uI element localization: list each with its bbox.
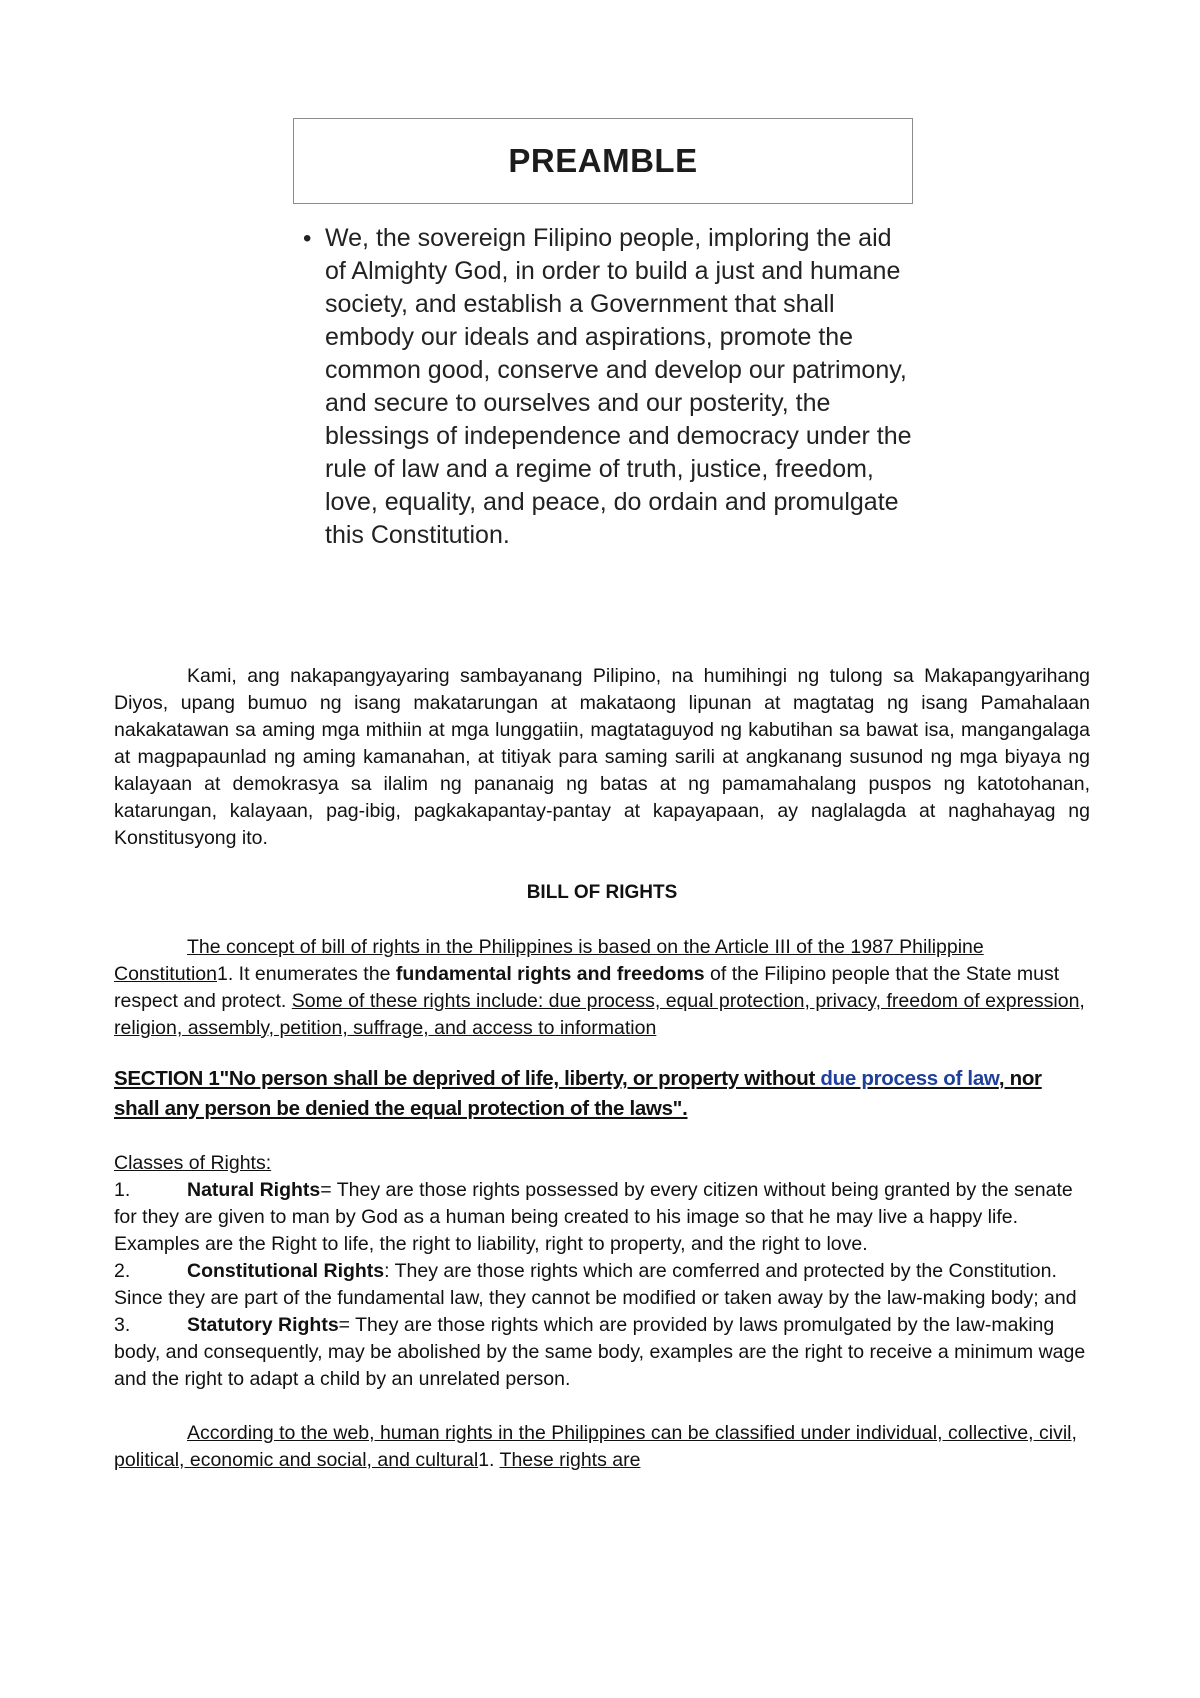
class-item-term: Constitutional Rights <box>187 1260 385 1282</box>
closing-underlined: According to the web, human rights in the Philippines can be classified under individual, collective, civil, political, economic and social, and cultural <box>114 1422 1077 1471</box>
section-1-text-end: , nor shall any person be denied the equal protection of the laws". <box>114 1067 1042 1120</box>
class-item <box>114 1258 1090 1312</box>
bill-of-rights-intro <box>114 934 1090 1042</box>
filipino-paragraph: Kami, ang nakapangyayaring sambayanang Pilipino, na humihingi ng tulong sa Makapangyarihang Diyos, upang bumuo ng isang makatarungan at makataong lipunan at magtatag ng isang Pamahalaan nakakatawan sa aming mga mithiin at mga lunggatiin, magtataguyod ng kabutihan sa bawat isa, mangangalaga at magpapaunlad ng aming kamanahan, at titiyak para saming sarili at angkanang susunod ng mga biyaya ng kalayaan at demokrasya sa ilalim ng pananaig ng batas at ng pamamahalang puspos ng katotohanan, katarungan, kalayaan, pag-ibig, pagkakapantay-pantay at kapayapaan, ay naglalagda at naghahayag ng Konstitusyong ito. <box>114 665 1090 849</box>
preamble-title-box <box>293 118 913 204</box>
class-item-text: = They are those rights which are provided by laws promulgated by the law-making body, and consequently, may be abolished by the same body, examples are the right to receive a minimum wage and the right to adapt a child by an unrelated person. <box>114 1314 1086 1390</box>
class-item <box>114 1312 1090 1393</box>
intro-underlined: The concept of bill of rights in the Philippines is based on the Article III of the 1987 Philippine Constitution <box>114 936 984 985</box>
classes-heading: Classes of Rights: <box>114 1152 272 1174</box>
closing-text: These rights are <box>499 1449 641 1471</box>
preamble-title: PREAMBLE <box>508 142 698 179</box>
intro-bold: fundamental rights and freedoms <box>395 963 705 985</box>
class-item-number: 2. <box>114 1260 131 1282</box>
preamble-bullet <box>303 222 923 552</box>
due-process-link[interactable]: due process of law <box>820 1067 999 1090</box>
class-item-text: : They are those rights which are comferred and protected by the Constitution. Since they are part of the fundamental law, they cannot be modified or taken away by the law-making body; and <box>114 1260 1077 1309</box>
closing-footnote: 1. <box>478 1449 500 1471</box>
intro-footnote: 1. It enumerates the <box>216 963 396 985</box>
intro-rights-list: Some of these rights include: due process, equal protection, privacy, freedom of expression, religion, assembly, petition, suffrage, and access to information <box>114 990 1085 1039</box>
bill-of-rights-heading: BILL OF RIGHTS <box>526 882 678 903</box>
class-item-text: = They are those rights possessed by every citizen without being granted by the senate for they are given to man by God as a human being created to his image so that he may live a happy life. Examples are the Right to life, the right to liability, right to property, and the right to love. <box>114 1179 1073 1255</box>
document-body <box>114 663 1090 1474</box>
section-1-text: SECTION 1"No person shall be deprived of life, liberty, or property without <box>114 1067 821 1090</box>
section-1 <box>114 1064 1090 1124</box>
closing-paragraph <box>114 1420 1090 1474</box>
class-item-number: 3. <box>114 1314 131 1336</box>
bullet-icon: • <box>303 225 312 252</box>
class-item-term: Natural Rights <box>187 1179 321 1201</box>
class-item-number: 1. <box>114 1179 131 1201</box>
class-item <box>114 1177 1090 1258</box>
preamble-text: We, the sovereign Filipino people, imploring the aid of Almighty God, in order to build a just and humane society, and establish a Government that shall embody our ideals and aspirations, promote the common good, conserve and develop our patrimony, and secure to ourselves and our posterity, the blessings of independence and democracy under the rule of law and a regime of truth, justice, freedom, love, equality, and peace, do ordain and promulgate this Constitution. <box>325 224 912 549</box>
class-item-term: Statutory Rights <box>187 1314 339 1336</box>
intro-text: of the Filipino people that the State must respect and protect. <box>114 963 1060 1012</box>
